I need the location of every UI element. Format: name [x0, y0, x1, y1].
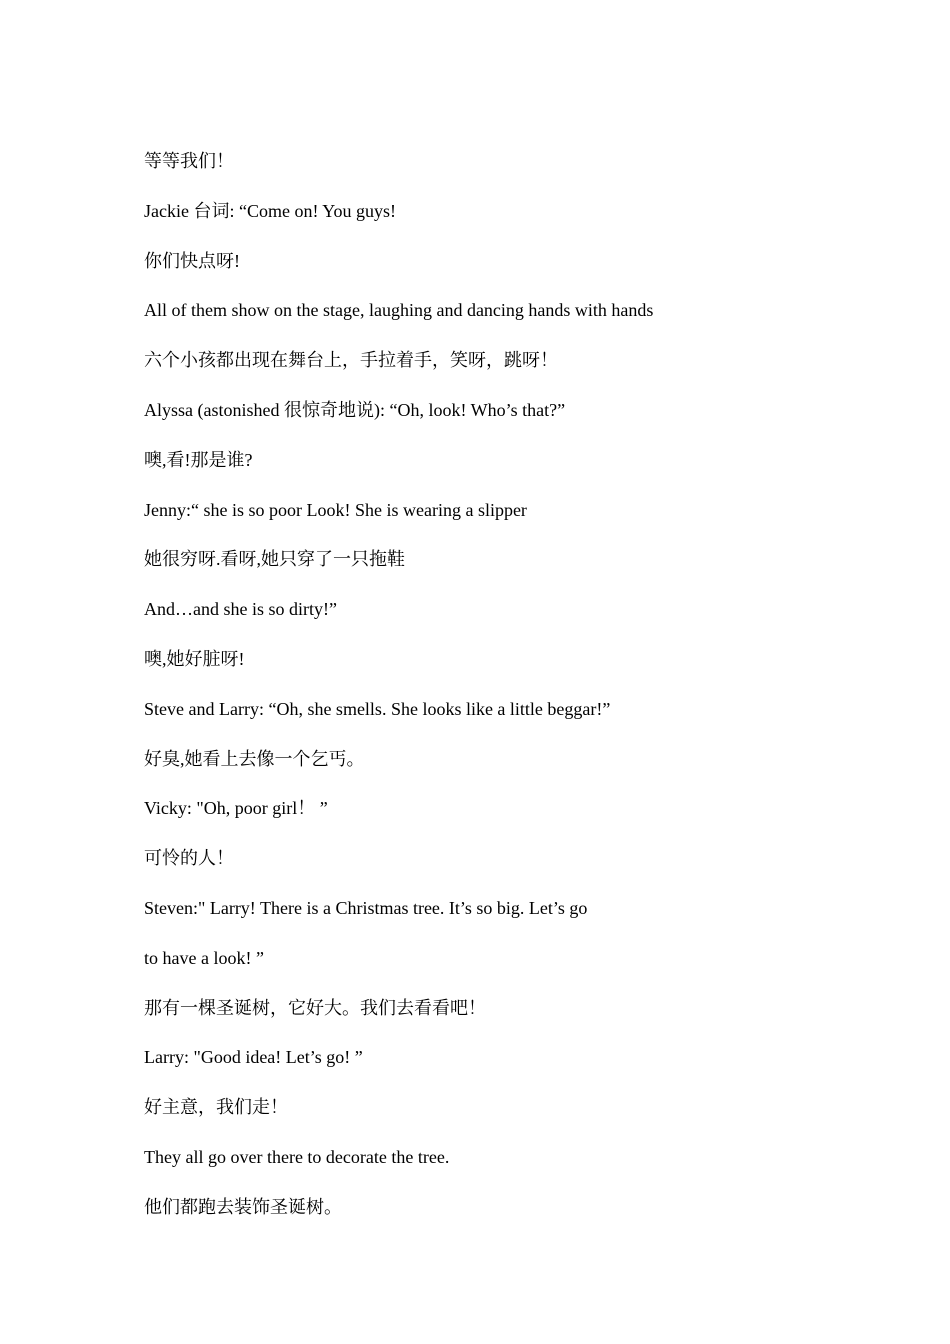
- text-line: 她很穷呀.看呀,她只穿了一只拖鞋: [144, 549, 405, 570]
- text-line: 那有一棵圣诞树，它好大。我们去看看吧！: [144, 997, 486, 1018]
- text-line: Jenny:“ she is so poor Look! She is wearing a slipper: [144, 499, 527, 520]
- text-line: Larry: "Good idea! Let’s go! ”: [144, 1047, 363, 1068]
- text-line: They all go over there to decorate the tree.: [144, 1146, 450, 1167]
- text-line: 他们都跑去装饰圣诞树。: [144, 1196, 342, 1217]
- text-line: 好主意，我们走！: [144, 1097, 288, 1118]
- text-line: And…and she is so dirty!”: [144, 599, 337, 620]
- text-line: 等等我们！: [144, 151, 234, 171]
- text-line: 你们快点呀!: [144, 250, 240, 271]
- text-line: All of them show on the stage, laughing and dancing hands with hands: [144, 300, 654, 321]
- text-line: 噢,看!那是谁?: [144, 449, 253, 470]
- script-text: [144, 147, 844, 1243]
- text-line: Steve and Larry: “Oh, she smells. She looks like a little beggar!”: [144, 698, 611, 719]
- text-line: 噢,她好脏呀!: [144, 648, 245, 669]
- text-line: 六个小孩都出现在舞台上，手拉着手，笑呀，跳呀！: [144, 350, 558, 371]
- text-line: 可怜的人！: [144, 848, 234, 869]
- text-line: Steven:" Larry! There is a Christmas tree. It’s so big. Let’s go: [144, 897, 588, 918]
- text-line: Alyssa (astonished 很惊奇地说): “Oh, look! Who’s that?”: [144, 399, 566, 420]
- text-line: 好臭,她看上去像一个乞丐。: [144, 748, 365, 769]
- text-line: Jackie 台词: “Come on! You guys!: [144, 200, 396, 221]
- text-line: to have a look! ”: [144, 947, 264, 968]
- text-line: Vicky: "Oh, poor girl！ ”: [144, 798, 328, 819]
